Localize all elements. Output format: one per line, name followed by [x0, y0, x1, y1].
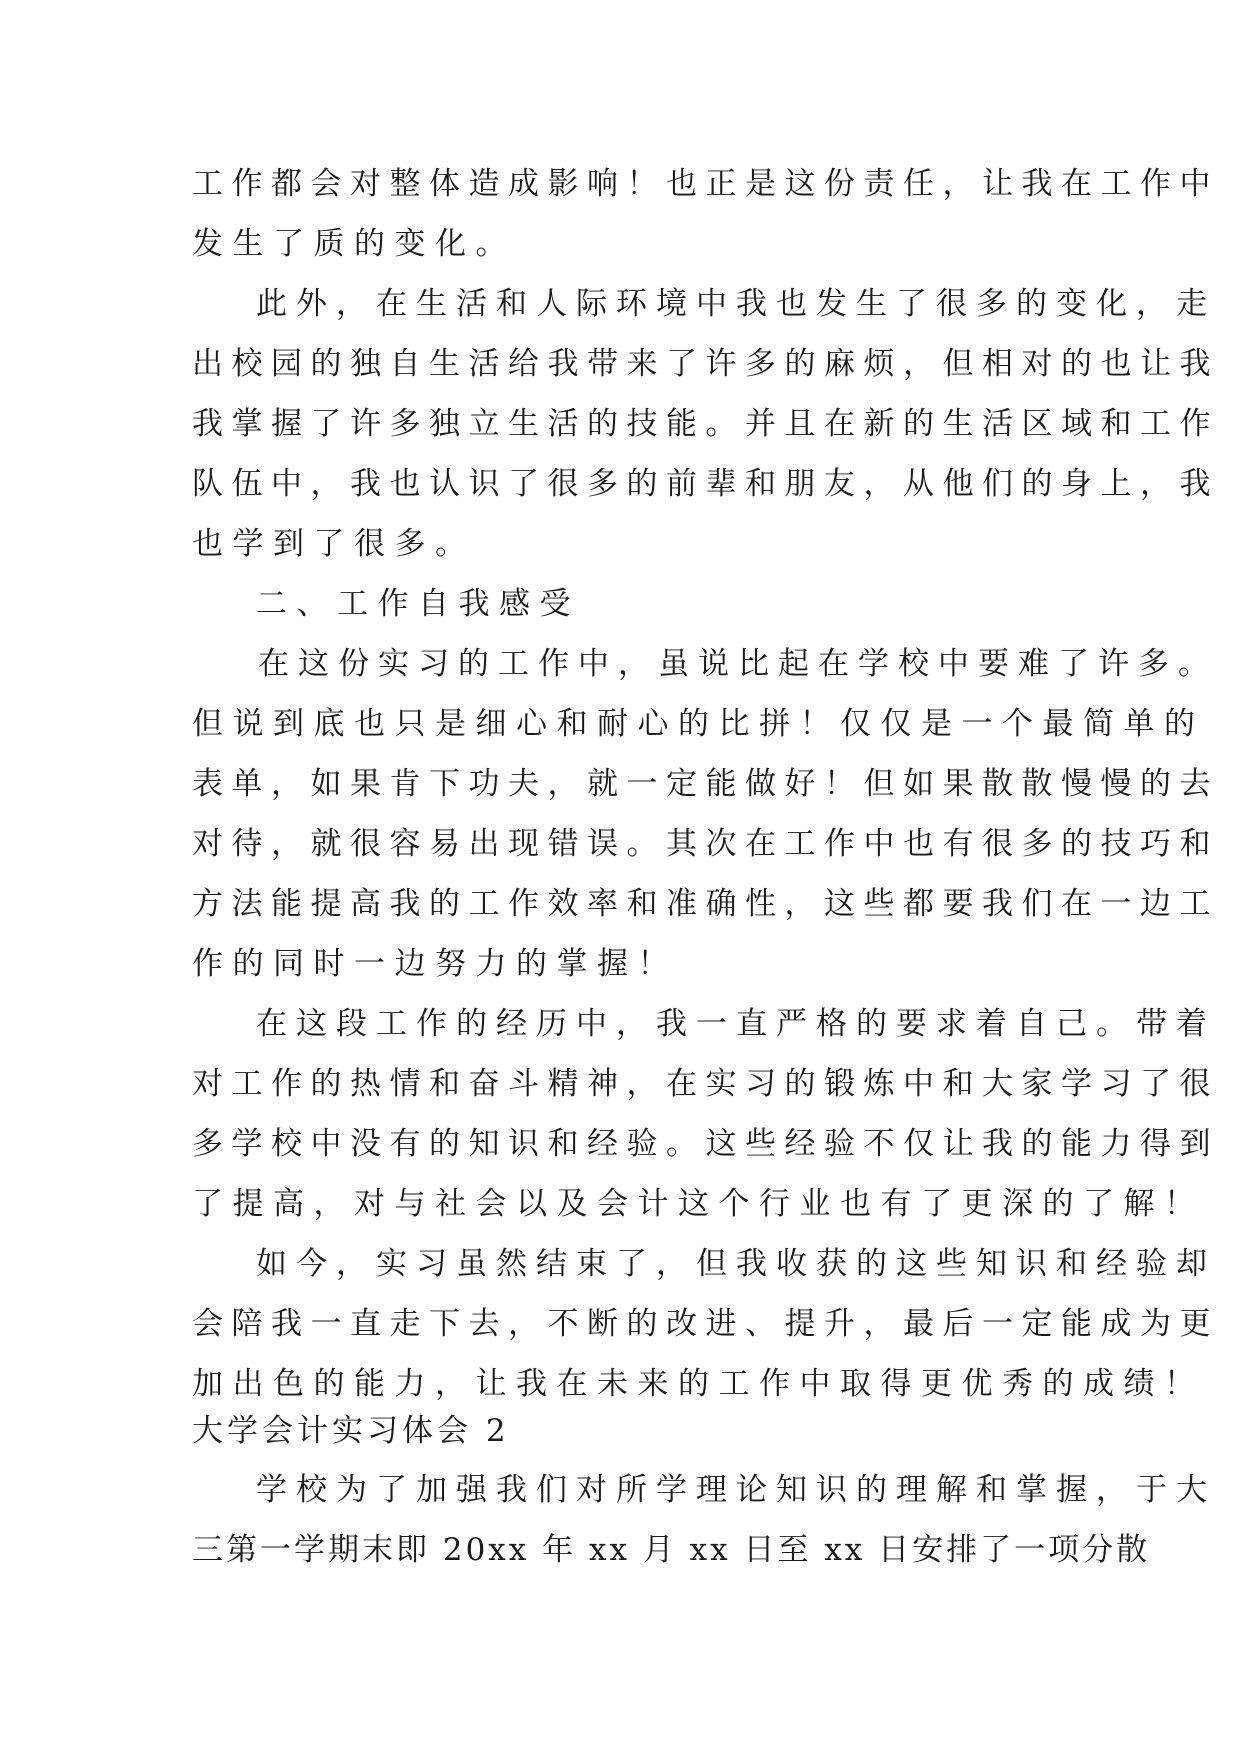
text-line: 如今，实习虽然结束了，但我收获的这些知识和经验却: [256, 1246, 1216, 1282]
text-line: 队伍中，我也认识了很多的前辈和朋友，从他们的身上，我: [192, 466, 1219, 502]
text-line: 也学到了很多。: [192, 526, 476, 562]
text-line: 加出色的能力，让我在未来的工作中取得更优秀的成绩！: [192, 1366, 1205, 1402]
text-line: 方法能提高我的工作效率和准确性，这些都要我们在一边工: [192, 886, 1219, 922]
document-subtitle: 大学会计实习体会 2: [192, 1413, 510, 1449]
text-line: 三第一学期末即 20xx 年 xx 月 xx 日至 xx 日安排了一项分散: [192, 1532, 1151, 1568]
text-line: 对工作的热情和奋斗精神，在实习的锻炼中和大家学习了很: [192, 1066, 1219, 1102]
text-line: 作的同时一边努力的掌握！: [192, 946, 678, 982]
section-heading: 二、工作自我感受: [256, 586, 580, 622]
text-line: 了提高，对与社会以及会计这个行业也有了更深的了解！: [192, 1186, 1205, 1222]
text-line: 但说到底也只是细心和耐心的比拼！仅仅是一个最简单的: [192, 706, 1205, 742]
text-line: 多学校中没有的知识和经验。这些经验不仅让我的能力得到: [192, 1126, 1219, 1162]
text-line: 表单，如果肯下功夫，就一定能做好！但如果散散慢慢的去: [192, 766, 1219, 802]
text-line: 学校为了加强我们对所学理论知识的理解和掌握，于大: [256, 1472, 1216, 1508]
text-line: 出校园的独自生活给我带来了许多的麻烦，但相对的也让我: [192, 346, 1219, 382]
text-line: 工作都会对整体造成影响！也正是这份责任，让我在工作中: [192, 166, 1219, 202]
text-line: 对待，就很容易出现错误。其次在工作中也有很多的技巧和: [192, 826, 1219, 862]
text-line: 在这段工作的经历中，我一直严格的要求着自己。带着: [256, 1006, 1216, 1042]
text-line: 我掌握了许多独立生活的技能。并且在新的生活区域和工作: [192, 406, 1219, 442]
text-line: 会陪我一直走下去，不断的改进、提升，最后一定能成为更: [192, 1306, 1219, 1342]
text-line: 发生了质的变化。: [192, 226, 516, 262]
text-line: 在这份实习的工作中，虽说比起在学校中要难了许多。: [258, 646, 1218, 682]
text-line: 此外，在生活和人际环境中我也发生了很多的变化，走: [256, 286, 1216, 322]
